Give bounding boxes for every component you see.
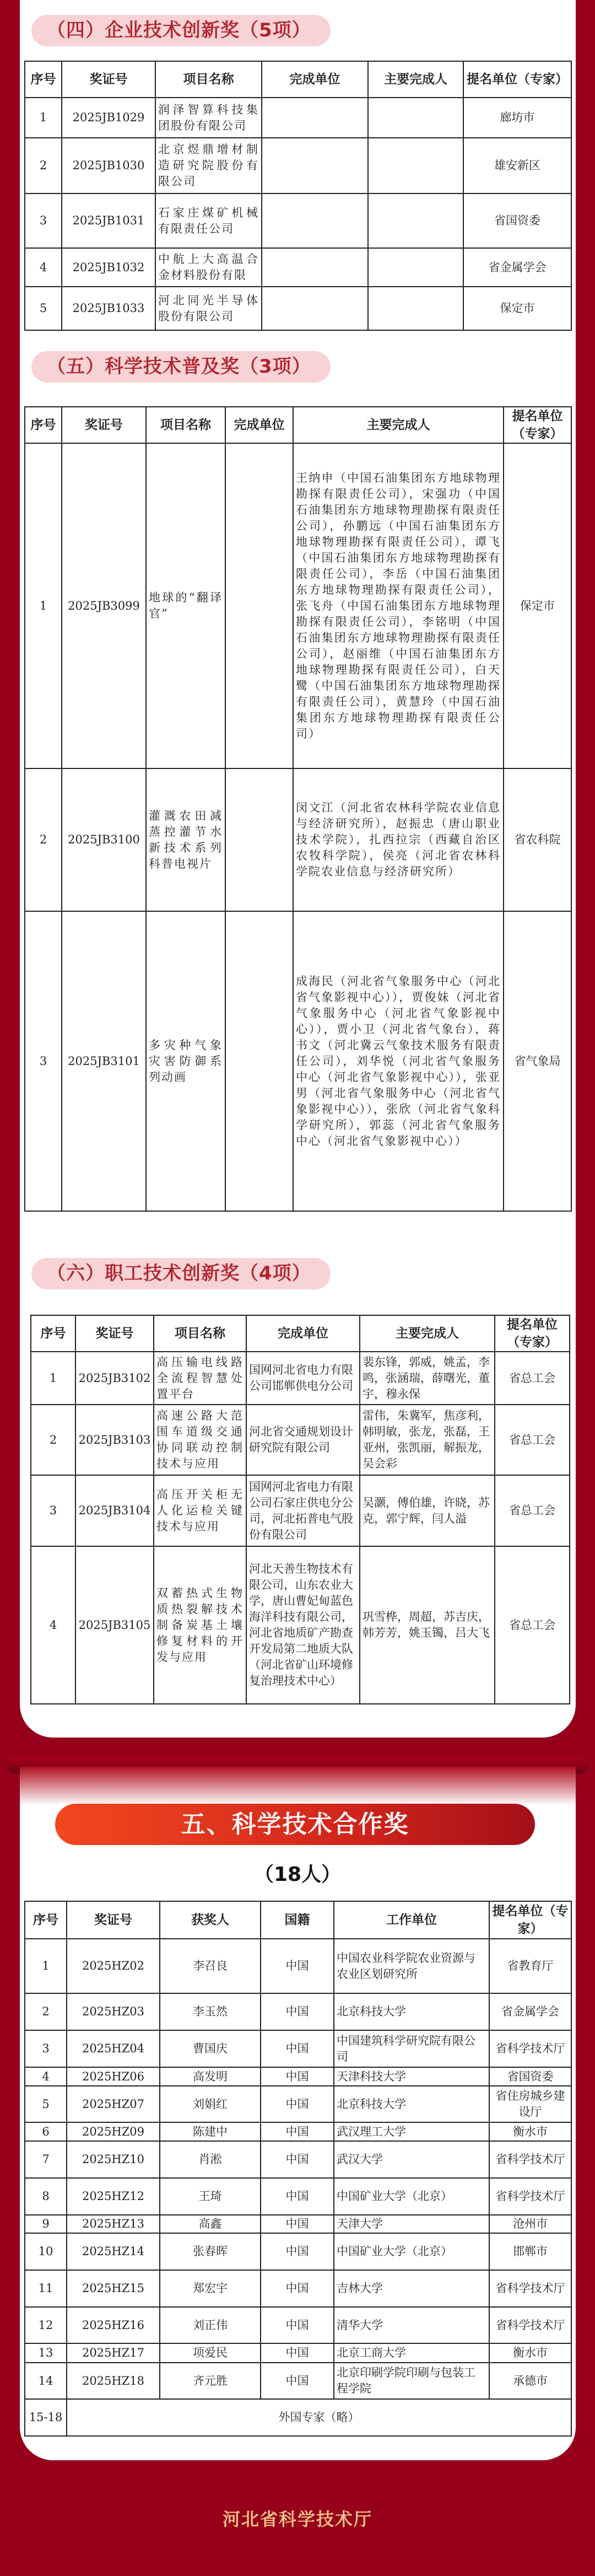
column-header: 项目名称 (154, 1315, 246, 1352)
table-cell: 省总工会 (495, 1405, 570, 1475)
table-cell: 2025HZ12 (67, 2178, 160, 2215)
table-cell: 河北同光半导体股份有限公司 (155, 287, 262, 330)
table-cell: 雷伟，朱冀军，焦彦利，韩明敏，张龙，张磊，王亚州，张凯丽，解振龙，吴会彩 (360, 1405, 495, 1475)
table-cell: 中国 (261, 2122, 334, 2141)
table-cell (225, 768, 293, 911)
column-header: 序号 (25, 61, 62, 98)
table-cell: 国网河北省电力有限公司邯郸供电分公司 (246, 1352, 360, 1405)
table-cell: 天津科技大学 (334, 2067, 489, 2086)
column-header: 奖证号 (62, 407, 146, 443)
table-cell: 2025HZ03 (67, 1993, 160, 2030)
table-cell: 裴东锋，郭威，姚孟，李鸣，张涵瑞，薛曙光，董宇，穆永保 (360, 1352, 495, 1405)
table-cell: 1 (25, 1939, 67, 1993)
table-cell: 2025HZ06 (67, 2067, 160, 2086)
table-cell: 2025HZ07 (67, 2086, 160, 2122)
table-cell: 灌溉农田减蒸控灌节水新技术系列科普电视片 (146, 768, 225, 911)
table-cell: 高压开关柜无人化运检关键技术与应用 (154, 1475, 246, 1546)
table-cell: 中国农业科学院农业资源与农业区划研究所 (334, 1939, 489, 1993)
table-cell: 11 (25, 2270, 67, 2307)
table-cell: 中国 (261, 2270, 334, 2307)
column-header: 序号 (25, 407, 62, 443)
table-cell: 中国 (261, 2215, 334, 2233)
column-header: 奖证号 (62, 61, 155, 98)
table-cell: 北京科技大学 (334, 1993, 489, 2030)
table-cell: 王纳申（中国石油集团东方地球物理勘探有限责任公司），宋强功（中国石油集团东方地球物理勘探有限责任公司），孙鹏远（中国石油集团东方地球物理勘探有限责任公司），谭飞（中国石油集团东方地球物理勘探有限责任公司），李岳（中国石油集团东方地球物理勘探有限责任公司），张飞舟（中国石油集团东方地球物理勘探有限责任公司），李铭明（中国石油集团东方地球物理勘探有限责任公司），赵丽维（中国石油集团东方地球物理勘探有限责任公司），白天鹭（中国石油集团东方地球物理勘探有限责任公司），黄慧玲（中国石油集团东方地球物理勘探有限责任公司） (293, 443, 504, 768)
table-cell: 5 (25, 287, 62, 330)
table-cell: 地球的“翻译官” (146, 443, 225, 768)
table-row (25, 2122, 571, 2141)
table-cell: 省科学技术厅 (489, 2307, 571, 2343)
table-cell: 高压输电线路全流程智慧处置平台 (154, 1352, 246, 1405)
table-cell: 2025JB3105 (75, 1546, 154, 1704)
table-cell: 2025JB3104 (75, 1475, 154, 1546)
table-row (25, 193, 571, 248)
table-row (31, 1405, 570, 1475)
table-cell: 省教育厅 (489, 1939, 571, 1993)
table-cell: 2025JB3103 (75, 1405, 154, 1475)
table-cell (262, 193, 368, 248)
section-title-enterprise-innovation: （四）企业技术创新奖（5项） (31, 15, 331, 46)
column-header: 主要完成人 (293, 407, 504, 443)
table-cell: 郑宏宇 (160, 2270, 261, 2307)
table-cell: 12 (25, 2307, 67, 2343)
table-cell (262, 248, 368, 287)
cooperation-award-title: 五、科学技术合作奖 (55, 1804, 535, 1845)
table-cell: 曹国庆 (160, 2030, 261, 2067)
table-header-row (25, 407, 571, 443)
table-cell: 2025JB3099 (62, 443, 146, 768)
table-cell: 石家庄煤矿机械有限责任公司 (155, 193, 262, 248)
table-cell: 双蓄热式生物质热裂解技术制备炭基土壤修复材料的开发与应用 (154, 1546, 246, 1704)
table-cell: 吉林大学 (334, 2270, 489, 2307)
table-cell: 6 (25, 2122, 67, 2141)
table-cell (262, 98, 368, 138)
table-header-row (25, 1901, 571, 1939)
table-cell: 3 (31, 1475, 75, 1546)
table-cell: 保定市 (504, 443, 571, 768)
table-cell: 2025HZ18 (67, 2363, 160, 2399)
column-header: 奖证号 (75, 1315, 154, 1352)
table-cell: 省金属学会 (463, 248, 571, 287)
table-cell: 2025JB3101 (62, 911, 146, 1211)
table-cell: 吴灏，傅伯雄，许晓，苏克，郭宁辉，闫人溢 (360, 1475, 495, 1546)
table-row (25, 911, 571, 1211)
table-row (25, 2215, 571, 2233)
table-cell: 2025JB1033 (62, 287, 155, 330)
table-cell: 8 (25, 2178, 67, 2215)
table-row (31, 1352, 570, 1405)
table-cell: 2025JB1032 (62, 248, 155, 287)
table-row (25, 2178, 571, 2215)
table-cell: 陈建中 (160, 2122, 261, 2141)
table-cell: 2025HZ10 (67, 2141, 160, 2178)
column-header: 奖证号 (67, 1901, 160, 1939)
table-cell: 省国资委 (463, 193, 571, 248)
table-cell: 省总工会 (495, 1475, 570, 1546)
column-header: 提名单位（专家） (489, 1901, 571, 1939)
table-row (25, 2086, 571, 2122)
table-cell: 4 (31, 1546, 75, 1704)
cooperation-award-count: （18人） (253, 1863, 342, 1886)
table-cell: 2025JB1030 (62, 138, 155, 193)
table-cell: 武汉大学 (334, 2141, 489, 2178)
table-row (25, 2067, 571, 2086)
table-cell: 9 (25, 2215, 67, 2233)
worker-innovation-table (30, 1315, 570, 1704)
table-cell: 3 (25, 193, 62, 248)
table-cell (368, 98, 463, 138)
table-cell (225, 911, 293, 1211)
column-header: 主要完成人 (368, 61, 463, 98)
table-cell: 2025HZ04 (67, 2030, 160, 2067)
table-cell (368, 248, 463, 287)
table-cell: 成海民（河北省气象服务中心（河北省气象影视中心）），贾俊妹（河北省气象服务中心（河北省气象影视中心）），贾小卫（河北省气象台），蒋书文（河北冀云气象技术服务有限责任公司），刘华悦（河北省气象服务中心（河北省气象影视中心）），张亚男（河北省气象服务中心（河北省气象影视中心）），张欣（河北省气象科学研究所），郭蕊（河北省气象服务中心（河北省气象影视中心）） (293, 911, 504, 1211)
table-cell (262, 138, 368, 193)
footer-organization: 河北省科学技术厅 (222, 2509, 372, 2530)
table-cell: 高速公路大范围车道级交通协同联动控制技术与应用 (154, 1405, 246, 1475)
table-cell: 中航上大高温合金材料股份有限 (155, 248, 262, 287)
table-cell: 2 (25, 1993, 67, 2030)
column-header: 主要完成人 (360, 1315, 495, 1352)
table-cell: 北京科技大学 (334, 2086, 489, 2122)
table-cell: 2025HZ09 (67, 2122, 160, 2141)
table-cell: 中国 (261, 2141, 334, 2178)
table-row (31, 1475, 570, 1546)
table-cell: 清华大学 (334, 2307, 489, 2343)
table-cell: 3 (25, 911, 62, 1211)
table-cell: 2 (25, 768, 62, 911)
table-cell: 河北省交通规划设计研究院有限公司 (246, 1405, 360, 1475)
table-cell: 2 (25, 138, 62, 193)
table-cell: 刘娟红 (160, 2086, 261, 2122)
column-header: 国籍 (261, 1901, 334, 1939)
table-cell: 2025HZ17 (67, 2343, 160, 2363)
table-cell: 保定市 (463, 287, 571, 330)
table-cell: 北京印刷学院印刷与包装工程学院 (334, 2363, 489, 2399)
column-header: 项目名称 (146, 407, 225, 443)
table-cell: 外国专家（略） (67, 2399, 571, 2436)
table-row (25, 2363, 571, 2399)
table-cell: 1 (25, 443, 62, 768)
table-cell: 高发明 (160, 2067, 261, 2086)
table-cell: 中国 (261, 2030, 334, 2067)
table-cell: 14 (25, 2363, 67, 2399)
table-cell: 省科学技术厅 (489, 2141, 571, 2178)
table-cell: 项爱民 (160, 2343, 261, 2363)
table-cell: 北京工商大学 (334, 2343, 489, 2363)
table-cell: 多灾种气象灾害防御系列动画 (146, 911, 225, 1211)
table-cell: 中国 (261, 2233, 334, 2270)
table-cell: 中国 (261, 2363, 334, 2399)
column-header: 提名单位（专家） (504, 407, 571, 443)
table-cell: 2025JB1031 (62, 193, 155, 248)
table-cell: 省总工会 (495, 1546, 570, 1704)
table-cell: 2025HZ13 (67, 2215, 160, 2233)
foreign-experts-row (25, 2399, 571, 2436)
table-cell: 李玉然 (160, 1993, 261, 2030)
table-cell: 中国矿业大学（北京） (334, 2178, 489, 2215)
table-cell: 2025JB1029 (62, 98, 155, 138)
table-row (25, 248, 571, 287)
table-cell: 武汉理工大学 (334, 2122, 489, 2141)
column-header: 工作单位 (334, 1901, 489, 1939)
table-header-row (25, 61, 571, 98)
table-cell: 2025HZ16 (67, 2307, 160, 2343)
table-cell: 廊坊市 (463, 98, 571, 138)
table-cell: 承德市 (489, 2363, 571, 2399)
table-cell: 省国资委 (489, 2067, 571, 2086)
table-cell: 省金属学会 (489, 1993, 571, 2030)
column-header: 完成单位 (225, 407, 293, 443)
table-cell: 中国 (261, 1993, 334, 2030)
table-cell: 高鑫 (160, 2215, 261, 2233)
table-row (25, 768, 571, 911)
table-row (25, 443, 571, 768)
table-cell: 7 (25, 2141, 67, 2178)
enterprise-innovation-table (24, 61, 572, 331)
ribbon-shadow-decoration (20, 1767, 576, 1805)
section-title-science-popularization: （五）科学技术普及奖（3项） (31, 351, 331, 383)
table-cell: 13 (25, 2343, 67, 2363)
table-cell (368, 287, 463, 330)
cooperation-award-table (24, 1901, 572, 2437)
table-cell: 河北天善生物技术有限公司，山东农业大学，唐山曹妃甸蓝色海洋科技有限公司，河北省地质矿产勘查开发局第二地质大队（河北省矿山环境修复治理技术中心） (246, 1546, 360, 1704)
column-header: 提名单位（专家） (495, 1315, 570, 1352)
table-cell: 邯郸市 (489, 2233, 571, 2270)
table-cell: 巩雪桦，周超，苏吉庆，韩芳芳，姚玉镯，吕大飞 (360, 1546, 495, 1704)
table-cell: 4 (25, 248, 62, 287)
table-cell: 齐元胜 (160, 2363, 261, 2399)
table-cell: 润泽智算科技集团股份有限公司 (155, 98, 262, 138)
table-cell: 衡水市 (489, 2343, 571, 2363)
table-cell: 2025HZ15 (67, 2270, 160, 2307)
table-cell: 王琦 (160, 2178, 261, 2215)
column-header: 序号 (31, 1315, 75, 1352)
column-header: 序号 (25, 1901, 67, 1939)
table-cell (225, 443, 293, 768)
table-row (25, 138, 571, 193)
column-header: 完成单位 (262, 61, 368, 98)
table-cell (368, 193, 463, 248)
table-cell: 10 (25, 2233, 67, 2270)
table-cell: 中国 (261, 2178, 334, 2215)
table-cell: 省农科院 (504, 768, 571, 911)
table-cell: 中国建筑科学研究院有限公司 (334, 2030, 489, 2067)
table-cell: 4 (25, 2067, 67, 2086)
column-header: 获奖人 (160, 1901, 261, 1939)
table-cell: 肖淞 (160, 2141, 261, 2178)
table-row (25, 1993, 571, 2030)
table-cell: 15-18 (25, 2399, 67, 2436)
table-row (31, 1546, 570, 1704)
table-cell: 中国矿业大学（北京） (334, 2233, 489, 2270)
table-cell: 中国 (261, 2343, 334, 2363)
column-header: 完成单位 (246, 1315, 360, 1352)
table-row (25, 98, 571, 138)
table-cell: 1 (31, 1352, 75, 1405)
table-cell: 3 (25, 2030, 67, 2067)
table-row (25, 1939, 571, 1993)
table-header-row (31, 1315, 570, 1352)
table-cell: 2025HZ14 (67, 2233, 160, 2270)
table-cell (368, 138, 463, 193)
table-cell: 天津大学 (334, 2215, 489, 2233)
table-cell: 张春晖 (160, 2233, 261, 2270)
table-row (25, 2030, 571, 2067)
table-cell: 衡水市 (489, 2122, 571, 2141)
table-cell: 沧州市 (489, 2215, 571, 2233)
table-cell: 中国 (261, 2067, 334, 2086)
science-popularization-table (24, 406, 572, 1212)
table-cell (262, 287, 368, 330)
column-header: 项目名称 (155, 61, 262, 98)
table-row (25, 2307, 571, 2343)
table-row (25, 2343, 571, 2363)
table-row (25, 287, 571, 330)
table-cell: 中国 (261, 2086, 334, 2122)
table-cell: 2025JB3100 (62, 768, 146, 911)
table-cell: 李召良 (160, 1939, 261, 1993)
table-cell: 雄安新区 (463, 138, 571, 193)
column-header: 提名单位（专家） (463, 61, 571, 98)
table-cell: 北京煜鼎增材制造研究院股份有限公司 (155, 138, 262, 193)
table-cell: 省气象局 (504, 911, 571, 1211)
table-row (25, 2141, 571, 2178)
table-cell: 中国 (261, 2307, 334, 2343)
table-cell: 省住房城乡建设厅 (489, 2086, 571, 2122)
table-cell: 2025JB3102 (75, 1352, 154, 1405)
section-title-worker-innovation: （六）职工技术创新奖（4项） (31, 1258, 331, 1289)
table-cell: 中国 (261, 1939, 334, 1993)
table-row (25, 2233, 571, 2270)
table-cell: 刘正伟 (160, 2307, 261, 2343)
table-cell: 2 (31, 1405, 75, 1475)
table-cell: 省科学技术厅 (489, 2178, 571, 2215)
table-cell: 国网河北省电力有限公司石家庄供电分公司，河北拓普电气股份有限公司 (246, 1475, 360, 1546)
table-cell: 2025HZ02 (67, 1939, 160, 1993)
table-cell: 1 (25, 98, 62, 138)
table-cell: 省科学技术厅 (489, 2270, 571, 2307)
table-cell: 省科学技术厅 (489, 2030, 571, 2067)
table-cell: 闵文江（河北省农林科学院农业信息与经济研究所），赵振忠（唐山职业技术学院），扎西拉宗（西藏自治区农牧科学院），侯亮（河北省农林科学院农业信息与经济研究所） (293, 768, 504, 911)
table-row (25, 2270, 571, 2307)
table-cell: 5 (25, 2086, 67, 2122)
table-cell: 省总工会 (495, 1352, 570, 1405)
